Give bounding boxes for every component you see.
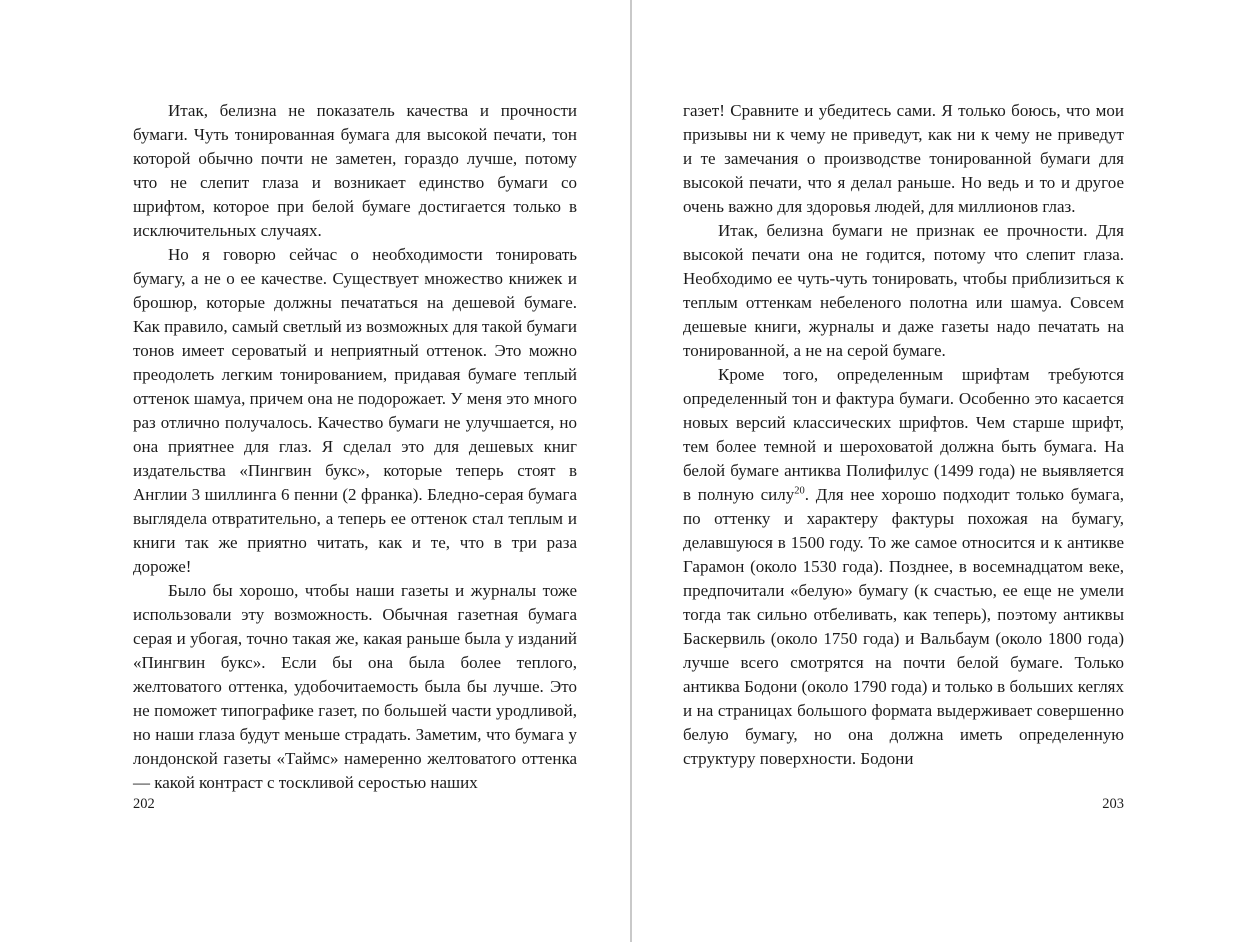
paragraph: Было бы хорошо, чтобы наши газеты и журналы тоже использовали эту возможность. Обычная газетная бумага серая и убогая, точно такая же, какая раньше была у изданий «Пингвин букс». Если бы она была более теплого, желтоватого оттенка, удобочитаемость была бы лучше. Это не поможет типографике газет, по большей части уродливой, но наши глаза будут меньше страдать. Заметим, что бумага у лондонской газеты «Таймс» намеренно желтоватого оттенка — какой контраст с тоскливой серостью наших xyxy=(133,581,577,792)
paragraph xyxy=(683,363,1124,771)
page-number-left: 202 xyxy=(133,796,155,812)
paragraph: газет! Сравните и убедитесь сами. Я только боюсь, что мои призывы ни к чему не приведут, как ни к чему не приведут и те замечания о производстве тонированной бумаги для высокой печати, что я делал раньше. Но ведь и то и другое очень важно для здоровья людей, для миллионов глаз. xyxy=(683,101,1124,216)
page-left xyxy=(133,99,577,795)
paragraph: Но я говорю сейчас о необходимости тонировать бумагу, а не о ее качестве. Существует множество книжек и брошюр, которые должны печататься на дешевой бумаге. Как правило, самый светлый из возможных для такой бумаги тонов имеет сероватый и неприятный оттенок. Это можно преодолеть легким тонированием, придавая бумаге теплый оттенок шамуа, причем она не подорожает. У меня это много раз отлично получалось. Качество бумаги не улучшается, но она приятнее для глаз. Я сделал это для дешевых книг издательства «Пингвин букс», которые теперь стоят в Англии 3 шиллинга 6 пенни (2 франка). Бледно-серая бумага выглядела отвратительно, а теперь ее оттенок стал теплым и книги так же приятно читать, как и те, что в три раза дороже! xyxy=(133,245,577,576)
paragraph: Итак, белизна не показатель качества и прочности бумаги. Чуть тонированная бумага для высокой печати, тон которой обычно почти не заметен, гораздо лучше, потому что не слепит глаза и возникает единство бумаги со шрифтом, которое при белой бумаге достигается только в исключительных случаях. xyxy=(133,101,577,240)
paragraph: Итак, белизна бумаги не признак ее прочности. Для высокой печати она не годится, потому что слепит глаза. Необходимо ее чуть-чуть тонировать, чтобы приблизиться к теплым оттенкам небеленого полотна или шамуа. Совсем дешевые книги, журналы и даже газеты надо печатать на тонированной, а не на серой бумаге. xyxy=(683,221,1124,360)
page-number-right: 203 xyxy=(1102,796,1124,812)
footnote-marker: 20 xyxy=(794,485,805,497)
page-gutter-divider xyxy=(630,0,632,942)
page-right xyxy=(683,99,1124,771)
paragraph-text: . Для нее хорошо подходит только бумага, по оттенку и характеру фактуры похожая на бумагу, делавшуюся в 1500 году. То же самое относится и к антикве Гарамон (около 1530 года). Позднее, в восемнадцатом веке, предпочитали «белую» бумагу (к счастью, ее еще не умели тогда так сильно отбеливать, как теперь), поэтому антиквы Баскервиль (около 1750 года) и Вальбаум (около 1800 года) лучше всего смотрятся на почти белой бумаге. Только антиква Бодони (около 1790 года) и только в больших кеглях и на страницах большого формата выдерживает совершенно белую бумагу, но она должна иметь определенную структуру поверхности. Бодони xyxy=(683,485,1124,768)
paragraph-text: Кроме того, определенным шрифтам требуются определенный тон и фактура бумаги. Особенно это касается новых версий классических шрифтов. Чем старше шрифт, тем более темной и шероховатой должна быть бумага. На белой бумаге антиква Полифилус (1499 года) не выявляется в полную силу xyxy=(683,365,1124,504)
